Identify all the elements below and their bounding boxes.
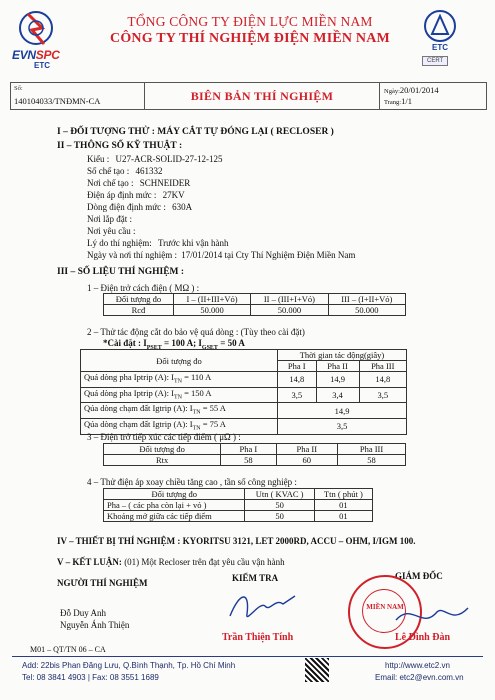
director-title: GIÁM ĐỐC (395, 571, 443, 581)
section-4-equipment: IV – THIẾT BỊ THÍ NGHIỆM : KYORITSU 3121, LET 2000RD, ACCU – OHM, I/IGM 100. (57, 536, 416, 546)
director-signature (392, 600, 472, 636)
checker-name: Trần Thiện Tính (222, 632, 294, 643)
t2-setting: *Cài đặt : $I_{PSET} = 100$ A; $I_{GSET} = 50$ A (103, 338, 245, 351)
tester-name-2: Nguyễn Ánh Thiện (60, 620, 130, 630)
footer-email: Email: etc2@evn.com.vn (375, 673, 464, 682)
t3-title: 3 – Điện trở tiếp xúc các tiếp điểm ( μΩ ) : (87, 432, 241, 442)
report-number: 140104033/TNĐMN-CA (14, 96, 101, 106)
footer-website: http://www.etc2.vn (385, 661, 450, 670)
svg-text:ETC: ETC (432, 43, 448, 52)
director-name: Lê Đình Đàn (395, 632, 451, 643)
checker-signature (225, 586, 305, 628)
section-1-heading: I – ĐỐI TƯỢNG THỬ : MÁY CẮT TỰ ĐÓNG LẠI ( RECLOSER ) (57, 127, 334, 137)
footer-address: Add: 22bis Phan Đăng Lưu, Q.Bình Thạnh, Tp. Hồ Chí Minh (22, 661, 236, 670)
t2-title: 2 – Thử tác động cắt do bảo vệ quá dòng : (Tùy theo cài đặt) (87, 327, 305, 337)
footer-divider (12, 656, 483, 657)
ac-voltage-table: Đối tượng đo Utn ( KVAC ) Ttn ( phút ) Pha – ( các pha còn lại + vỏ ) 50 01 Khoảng mở giữa các tiếp điểm 50 01 (103, 488, 373, 522)
corp-name: TỔNG CÔNG TY ĐIỆN LỰC MIỀN NAM (127, 14, 373, 29)
section-2-heading: II – THÔNG SỐ KỸ THUẬT : (57, 141, 183, 151)
section-5-conclusion: V – KẾT LUẬN: (01) Một Recloser trên đạt yêu cầu vận hành (57, 557, 285, 567)
company-seal: MIỀN NAM (348, 575, 422, 649)
etc-logo (420, 8, 460, 58)
report-title: BIÊN BẢN THÍ NGHIỆM (145, 83, 380, 109)
form-code: M01 – QT/TN 06 – CA (30, 645, 106, 654)
tester-name-1: Đỗ Duy Anh (60, 608, 107, 618)
footer-phone: Tel: 08 3841 4903 | Fax: 08 3551 1689 (22, 673, 159, 682)
insulation-table: Đối tượng đo I – (II+III+Vỏ) II – (III+I+Vỏ) III – (I+II+Vỏ) Rcđ 50.000 50.000 50.000 (103, 293, 406, 316)
cert-badge: CERT (422, 56, 448, 66)
tester-title: NGƯỜI THÍ NGHIỆM (57, 578, 148, 588)
overcurrent-table: Đối tượng đo Thời gian tác động(giây) Pha I Pha II Pha III Quá dòng pha Iptrip (A): $I_{TN} = 110$ A 14,8 14,9 14,8 Quá dòng pha Iptrip (A): $I_{TN} = 150$ A 3,5 3,4 3,5 Qúa dòng chạm đất Igtrip (A): $I_{TN} = 55$ A 14,9 Qúa dòng chạm đất Igtrip (A): $I_{TN} = 75$ A 3,5 (80, 349, 407, 435)
evnspc-logo: EVNSPC ETC (10, 8, 72, 70)
t1-title: 1 – Điện trở cách điện ( MΩ ) : (87, 283, 200, 293)
t4-title: 4 – Thử điện áp xoay chiều tăng cao , tần số công nghiệp : (87, 477, 297, 487)
report-info-bar: Số: 140104033/TNĐMN-CA BIÊN BẢN THÍ NGHIỆM Ngày:20/01/2014 Trang:1/1 (10, 82, 487, 110)
contact-resistance-table: Đối tượng đo Pha I Pha II Pha III Rtx 58 60 58 (103, 443, 406, 466)
report-date: 20/01/2014 (399, 85, 439, 95)
test-report-page: EVNSPC ETC TỔNG CÔNG TY ĐIỆN LỰC MIỀN NAM CÔNG TY THÍ NGHIỆM ĐIỆN MIỀN NAM ETC CERT Số: 140104033/TNĐMN-CA BIÊN BẢN THÍ NGHIỆM Ngày:20/01/2014 Trang:1/1 I – ĐỐI TƯỢNG THỬ : MÁY CẮT TỰ ĐÓNG LẠI ( RECLOSER ) II – THÔNG SỐ KỸ THUẬT : Kiểu : U27-ACR-SOLID-27-12-125 Số chế tạo : 461332 Nơi chế tạo : SCHNEIDER Điện áp định mức : 27KV Dòng điện định mức : 630A Nơi lắp đặt : Nơi yêu cầu : Lý do thí nghiệm: Trước khi vận hành Ngày và nơi thí nghiệm : 17/01/2014 tại Cty Thí Nghiệm Điện Miền Nam III – SỐ LIỆU THÍ NGHIỆM : 1 – Điện trở cách điện ( MΩ ) : Đối tượng đo I – (II+III+Vỏ) II – (III+I+Vỏ) III – (I+II+Vỏ) Rcđ 50.000 50.000 50.000 2 – Thử tác động cắt do bảo vệ quá dòng : (Tùy theo cài đặt) *Cài đặt : $I_{PSET} = 100$ A; $I_{GSET} = 50$ A Đối tượng đo Thời gian tác động(giây) Pha I Pha II Pha III Quá dòng pha Iptrip (A): $I_{TN} = 110$ A 14,8 14,9 14,8 Quá dòng pha Iptrip (A): $I_{TN} = 150$ A 3,5 3,4 3,5 Qúa dòng chạm đất Igtrip (A): $I_{TN} = 55$ A 14,9 Qúa dòng chạm đất Igtrip (A): $I_{TN} = 75$ A 3,5 3 – Điện trở tiếp xúc các tiếp điểm ( μΩ ) : Đối tượng đo Pha I Pha II Pha III Rtx 58 60 58 4 – Thử điện áp xoay chiều tăng cao , tần số công nghiệp : Đối tượng đo Utn ( KVAC ) Ttn ( phút ) Pha – ( các pha còn lại + vỏ ) 50 01 Khoảng mở giữa các tiếp điểm 50 01 IV – THIẾT BỊ THÍ NGHIỆM : KYORITSU 3121, LET 2000RD, ACCU – OHM, I/IGM 100. V – KẾT LUẬN: (01) Một Recloser trên đạt yêu cầu vận hành NGƯỜI THÍ NGHIỆM Đỗ Duy Anh Nguyễn Ánh Thiện KIỂM TRA Trần Thiện Tính GIÁM ĐỐC MIỀN NAM Lê Đình Đàn M01 – QT/TN 06 – CA Add: 22bis Phan Đăng Lưu, Q.Bình Thạnh, Tp. Hồ Chí Minh Tel: 08 3841 4903 | Fax: 08 3551 1689 http://www.etc2.vn Email: etc2@evn.com.vn (0, 0, 495, 700)
company-name: CÔNG TY THÍ NGHIỆM ĐIỆN MIỀN NAM (110, 31, 390, 46)
section-3-heading: III – SỐ LIỆU THÍ NGHIỆM : (57, 267, 185, 277)
page-number: 1/1 (401, 96, 412, 106)
checker-title: KIỂM TRA (232, 573, 279, 583)
qr-code-icon (305, 658, 329, 682)
